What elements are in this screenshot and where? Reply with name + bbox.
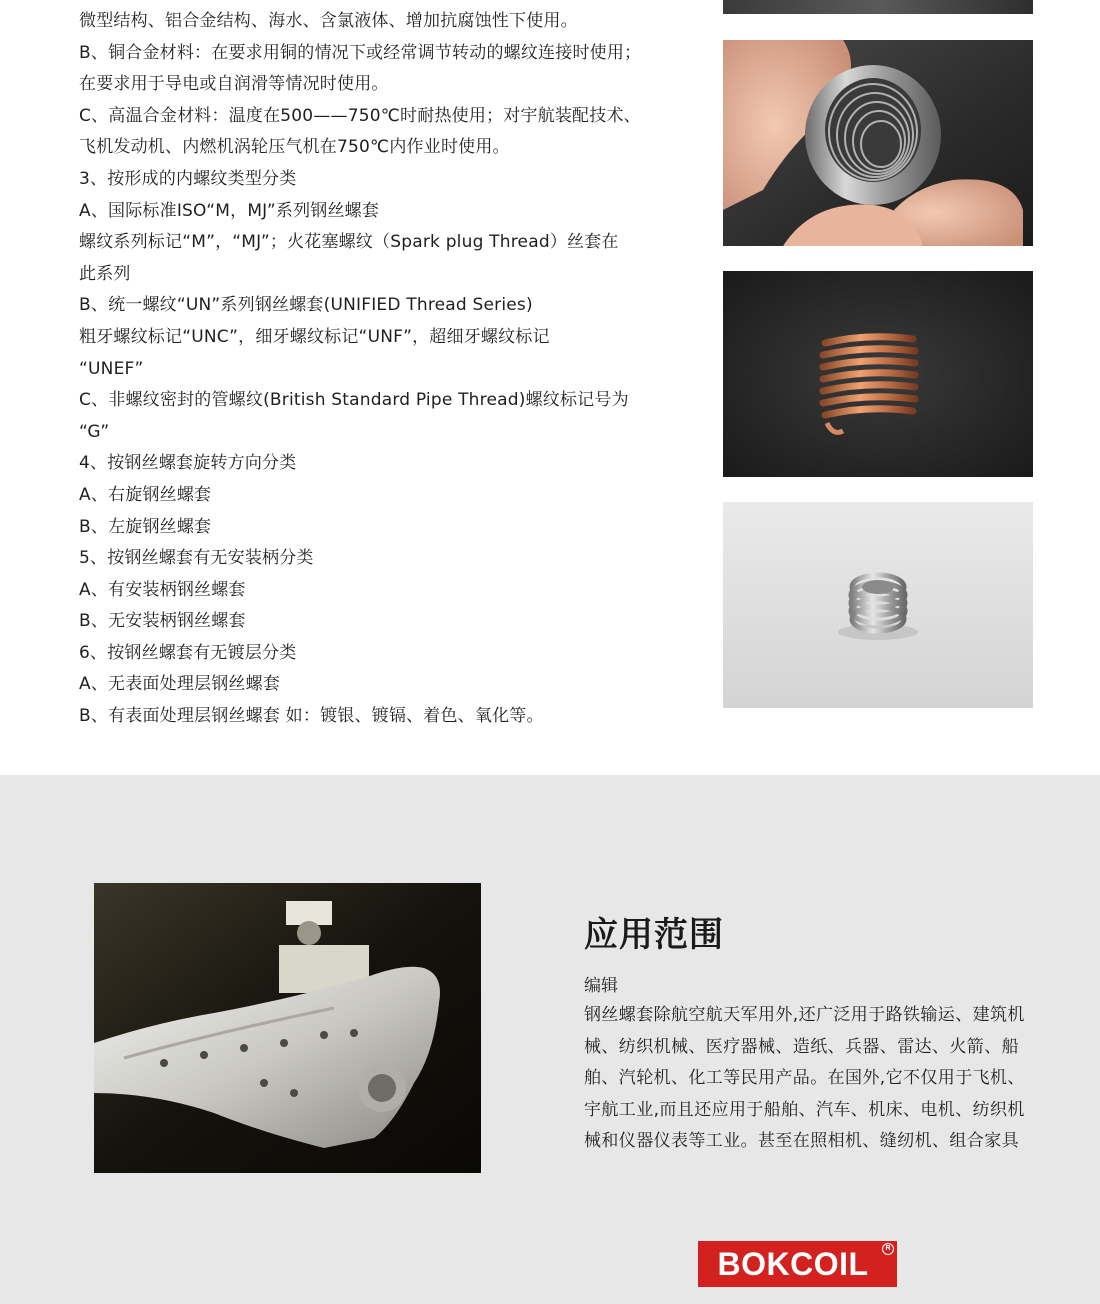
application-section (0, 775, 1100, 1304)
photo-copper-insert (723, 271, 1033, 477)
spec-line: B、左旋钢丝螺套 (79, 516, 212, 537)
photo-stainless-insert (723, 502, 1033, 708)
spec-line: “UNEF” (79, 358, 144, 379)
photo-hand-holding-insert (723, 40, 1033, 246)
spec-line: B、统一螺纹“UN”系列钢丝螺套(UNIFIED Thread Series) (79, 295, 533, 316)
application-photo (94, 883, 481, 1173)
spec-line: A、无表面处理层钢丝螺套 (79, 674, 281, 695)
spec-line: A、右旋钢丝螺套 (79, 484, 212, 505)
logo-text: BOKCOIL (717, 1246, 869, 1282)
spec-line: 此系列 (79, 263, 131, 284)
spec-line: C、非螺纹密封的管螺纹(British Standard Pipe Thread)螺纹标记号为 (79, 390, 629, 411)
spec-line: 在要求用于导电或自润滑等情况时使用。 (79, 74, 389, 95)
spec-line: 飞机发动机、内燃机涡轮压气机在750℃内作业时使用。 (79, 137, 510, 158)
spec-line: 粗牙螺纹标记“UNC”，细牙螺纹标记“UNF”，超细牙螺纹标记 (79, 326, 550, 347)
application-title: 应用范围 (584, 915, 724, 955)
spec-line: 3、按形成的内螺纹类型分类 (79, 168, 297, 189)
application-line: 舶、汽轮机、化工等民用产品。在国外,它不仅用于飞机、 (584, 1068, 1025, 1089)
application-body (584, 1000, 1044, 1158)
registered-mark-icon: R (882, 1243, 894, 1255)
spec-line: A、国际标准ISO“M，MJ”系列钢丝螺套 (79, 200, 380, 221)
spec-line: B、有表面处理层钢丝螺套 如：镀银、镀镉、着色、氧化等。 (79, 706, 544, 727)
spec-line: 6、按钢丝螺套有无镀层分类 (79, 642, 297, 663)
bokcoil-logo (698, 1241, 897, 1287)
application-line: 械、纺织机械、医疗器械、造纸、兵器、雷达、火箭、船 (584, 1036, 1019, 1057)
application-line: 钢丝螺套除航空航天军用外,还广泛用于路铁输运、建筑机 (584, 1005, 1025, 1025)
spec-line: 微型结构、铝合金结构、海水、含氯液体、增加抗腐蚀性下使用。 (79, 11, 578, 31)
spec-line: “G” (79, 421, 110, 442)
spec-line: B、无安装柄钢丝螺套 (79, 611, 246, 632)
spec-line: 4、按钢丝螺套旋转方向分类 (79, 453, 297, 474)
application-line: 宇航工业,而且还应用于船舶、汽车、机床、电机、纺织机 (584, 1099, 1025, 1120)
application-edit-label: 编辑 (584, 976, 618, 996)
spec-line: 5、按钢丝螺套有无安装柄分类 (79, 548, 314, 569)
spec-line: 螺纹系列标记“M”，“MJ”；火花塞螺纹（Spark plug Thread）丝套在 (79, 232, 619, 253)
spec-line: C、高温合金材料：温度在500——750℃时耐热使用；对宇航装配技术、 (79, 105, 641, 126)
spec-line: A、有安装柄钢丝螺套 (79, 579, 246, 600)
product-photo-partial (723, 0, 1033, 14)
application-line: 械和仪器仪表等工业。甚至在照相机、缝纫机、组合家具 (584, 1131, 1019, 1152)
spec-list (79, 6, 679, 733)
spec-line: B、铜合金材料：在要求用铜的情况下或经常调节转动的螺纹连接时使用； (79, 42, 642, 63)
